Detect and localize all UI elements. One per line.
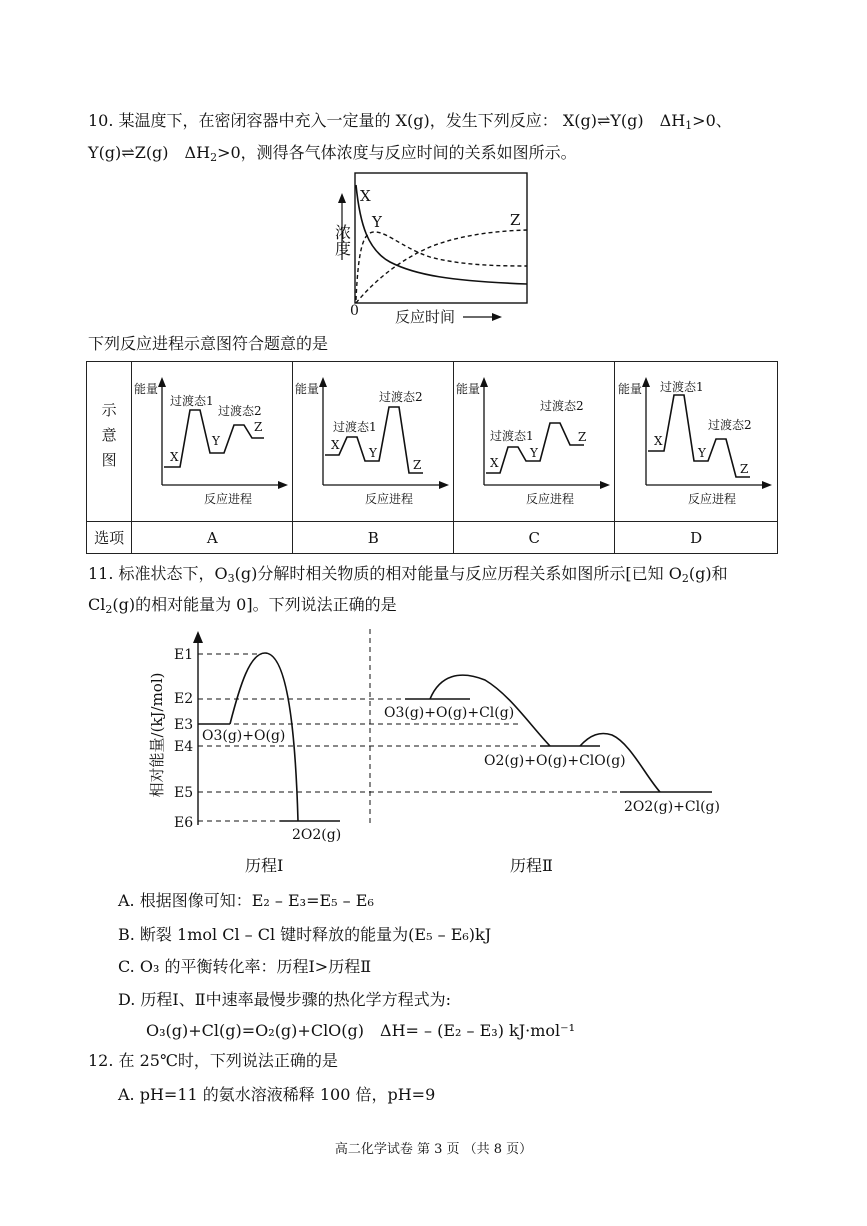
a-z: Z	[254, 419, 263, 434]
q11-l2-post: (g)的相对能量为 0]。下列说法正确的是	[112, 595, 397, 614]
q11-end: (g)和	[688, 564, 728, 583]
reaction1-sub: 1	[685, 119, 693, 132]
page-footer: 高二化学试卷 第 3 页 （共 8 页）	[334, 1142, 533, 1157]
b-x: X	[331, 437, 340, 452]
option-c[interactable]	[454, 522, 615, 554]
a-ts1: 过渡态1	[170, 393, 214, 408]
q11-choice-a[interactable]: A. 根据图像可知：E₂ – E₃=E₅ – E₆	[118, 891, 374, 910]
option-b[interactable]	[293, 522, 454, 554]
q11-l2-pre: Cl	[88, 595, 106, 614]
c-x: X	[490, 455, 499, 470]
curve-y	[356, 232, 527, 300]
level-e2: E2	[174, 691, 194, 707]
y-axis-arrow	[193, 631, 203, 643]
dashed-guides	[198, 629, 620, 825]
level-e4: E4	[174, 739, 194, 755]
b-x-label: 反应进程	[365, 491, 414, 506]
diagram-a	[132, 365, 292, 515]
diagram-c	[454, 365, 614, 515]
diagram-d-cell	[615, 362, 778, 522]
option-b-letter: B	[367, 528, 379, 547]
q11-choice-b[interactable]: B. 断裂 1mol Cl – Cl 键时释放的能量为(E₅ – E₆)kJ	[118, 925, 492, 944]
a-y-label: 能量	[134, 381, 159, 396]
q10-reaction1	[563, 111, 732, 130]
q11-pre: 11. 标准状态下，O	[88, 564, 228, 583]
option-c-letter: C	[528, 528, 540, 547]
q11-energy-diagram	[140, 625, 740, 880]
d-y-label: 能量	[618, 381, 643, 396]
q12-choice-a[interactable]: A. pH=11 的氨水溶液稀释 100 倍，pH=9	[118, 1085, 436, 1104]
origin-label: 0	[350, 303, 359, 319]
q10-line1	[88, 110, 732, 137]
a-y: Y	[212, 433, 221, 448]
diagram-a-cell	[132, 362, 293, 522]
b-y-label: 能量	[295, 381, 320, 396]
a-ts2: 过渡态2	[218, 403, 262, 418]
option-d[interactable]	[615, 522, 778, 554]
y-axis-label: 相对能量/(kJ/mol)	[148, 672, 166, 798]
reaction1-post: >0、	[692, 111, 732, 130]
reaction2-post: >0，测得各气体浓度与反应时间的关系如图所示。	[217, 143, 577, 162]
d-x: X	[654, 433, 663, 448]
c-z: Z	[578, 429, 587, 444]
y-axis-label: 浓度	[332, 224, 352, 256]
option-d-letter: D	[690, 528, 703, 547]
path1-label: 历程Ⅰ	[245, 856, 284, 875]
d-x-label: 反应进程	[688, 491, 737, 506]
q11-choice-c[interactable]: C. O₃ 的平衡转化率：历程Ⅰ>历程Ⅱ	[118, 957, 372, 976]
q10-concentration-graph	[320, 165, 540, 330]
p1-start-label: O3(g)+O(g)	[202, 728, 286, 744]
p2-mid-label: O2(g)+O(g)+ClO(g)	[484, 753, 626, 769]
c-ts1: 过渡态1	[490, 428, 534, 443]
d-ts2: 过渡态2	[708, 417, 752, 432]
diagram-d	[616, 365, 776, 515]
q10-stem-text: 10. 某温度下，在密闭容器中充入一定量的 X(g)，发生下列反应：	[88, 111, 558, 130]
option-a[interactable]	[132, 522, 293, 554]
q11-sub1: 3	[227, 572, 235, 585]
b-ts1: 过渡态1	[333, 419, 377, 434]
x-arrow-head	[492, 313, 502, 321]
reaction2-text: Y(g)⇌Z(g) ΔH	[88, 143, 211, 162]
option-header-cell	[87, 522, 132, 554]
d-z: Z	[740, 461, 749, 476]
b-z: Z	[413, 457, 422, 472]
diagram-c-cell	[454, 362, 615, 522]
diagram-b	[293, 365, 453, 515]
c-y-label: 能量	[456, 381, 481, 396]
p2-end-label: 2O2(g)+Cl(g)	[624, 799, 720, 815]
x-axis-label: 反应时间	[395, 308, 456, 326]
row-header-cell	[87, 362, 132, 522]
q11-sub2: 2	[681, 572, 689, 585]
c-y: Y	[530, 445, 539, 460]
level-e3: E3	[174, 717, 194, 733]
y-arrow-head	[338, 193, 346, 203]
option-header: 选项	[94, 529, 125, 547]
q11-l2-sub: 2	[105, 603, 113, 616]
q11-line1	[88, 563, 728, 590]
label-x: X	[360, 187, 371, 205]
path2-label: 历程Ⅱ	[510, 856, 553, 875]
curve-z	[356, 230, 527, 303]
b-y: Y	[369, 445, 378, 460]
curve-x	[356, 185, 527, 284]
q11-line2	[88, 594, 397, 621]
d-ts1: 过渡态1	[660, 379, 704, 394]
q11-choice-d[interactable]: D. 历程Ⅰ、Ⅱ中速率最慢步骤的热化学方程式为:	[118, 990, 452, 1009]
a-x: X	[170, 449, 179, 464]
level-e6: E6	[174, 815, 194, 831]
diagram-b-cell	[293, 362, 454, 522]
p2-start-label: O3(g)+O(g)+Cl(g)	[384, 705, 515, 721]
level-e1: E1	[174, 647, 194, 663]
q11-choice-d-equation: O₃(g)+Cl(g)=O₂(g)+ClO(g) ΔH= – (E₂ – E₃) kJ·mol⁻¹	[146, 1021, 576, 1040]
reaction1-text: X(g)⇌Y(g) ΔH	[562, 111, 686, 130]
reaction2-sub: 2	[210, 151, 218, 164]
label-z: Z	[510, 211, 521, 229]
q10-prompt: 下列反应进程示意图符合题意的是	[88, 334, 329, 353]
q10-options-table	[86, 361, 778, 554]
d-y: Y	[698, 445, 707, 460]
level-e5: E5	[174, 785, 194, 801]
q11-post: (g)分解时相关物质的相对能量与反应历程关系如图所示[已知 O	[234, 564, 682, 583]
a-x-label: 反应进程	[204, 491, 253, 506]
c-ts2: 过渡态2	[540, 398, 584, 413]
q12-stem: 12. 在 25℃时，下列说法正确的是	[88, 1051, 338, 1070]
p1-end-label: 2O2(g)	[292, 827, 342, 843]
c-x-label: 反应进程	[526, 491, 575, 506]
row-header: 示意图	[99, 402, 118, 477]
option-a-letter: A	[206, 528, 218, 547]
b-ts2: 过渡态2	[379, 389, 423, 404]
label-y: Y	[372, 213, 382, 231]
